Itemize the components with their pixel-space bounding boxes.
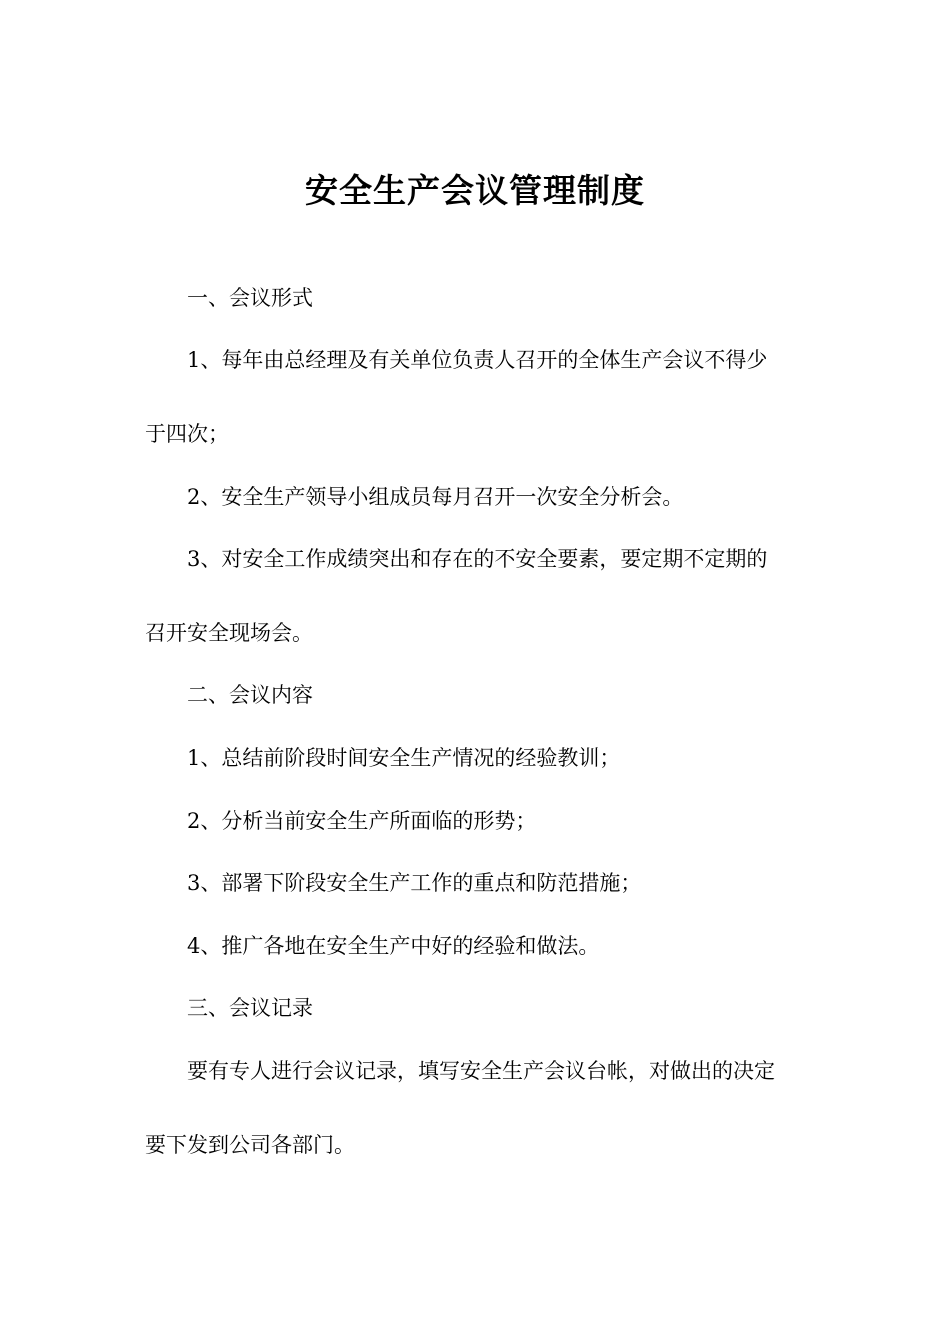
paragraph-line: 3、对安全工作成绩突出和存在的不安全要素，要定期不定期的 (187, 547, 768, 571)
paragraph-line: 1、每年由总经理及有关单位负责人召开的全体生产会议不得少 (187, 348, 768, 372)
paragraph-line-continuation: 召开安全现场会。 (145, 621, 313, 645)
document-title: 安全生产会议管理制度 (305, 171, 645, 210)
paragraph-line: 2、分析当前安全生产所面临的形势； (187, 809, 537, 833)
paragraph-line-continuation: 要下发到公司各部门。 (145, 1133, 355, 1157)
paragraph-line-continuation: 于四次； (145, 422, 229, 446)
paragraph-line: 4、推广各地在安全生产中好的经验和做法。 (187, 934, 600, 958)
section-heading-meeting-form: 一、会议形式 (187, 286, 313, 310)
paragraph-line: 2、安全生产领导小组成员每月召开一次安全分析会。 (187, 485, 684, 509)
section-heading-meeting-content: 二、会议内容 (187, 683, 313, 707)
paragraph-line: 3、部署下阶段安全生产工作的重点和防范措施； (187, 871, 642, 895)
paragraph-line: 要有专人进行会议记录，填写安全生产会议台帐，对做出的决定 (187, 1059, 775, 1083)
paragraph-line: 1、总结前阶段时间安全生产情况的经验教训； (187, 746, 621, 770)
section-heading-meeting-record: 三、会议记录 (187, 996, 313, 1020)
